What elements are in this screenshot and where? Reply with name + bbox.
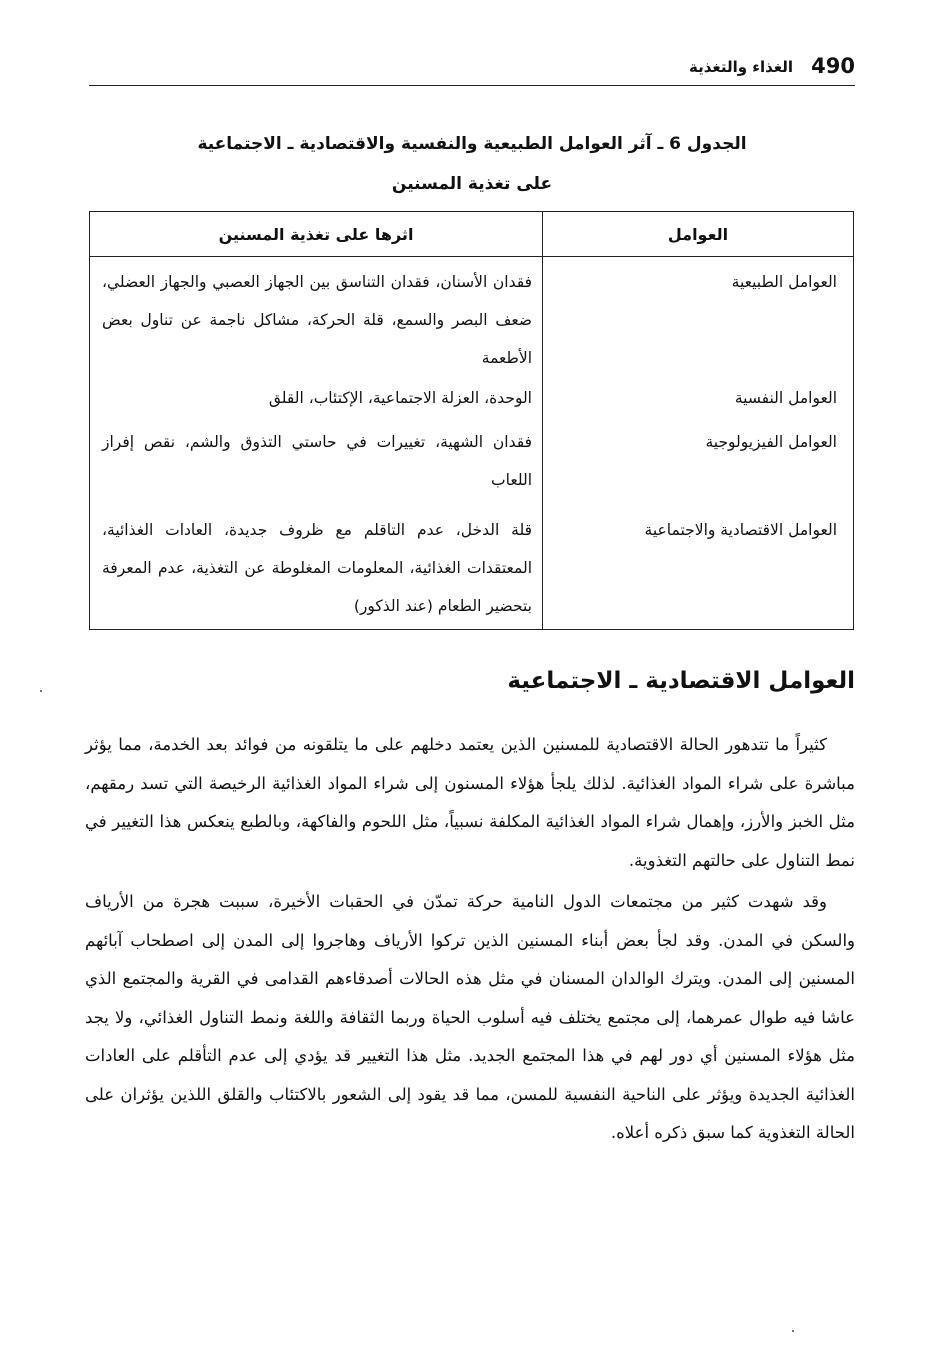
table-caption [89,124,855,204]
table-header-row [90,212,854,257]
effect-cell: الوحدة، العزلة الاجتماعية، الإكتئاب، القلق [268,389,532,407]
table-row [90,423,854,511]
effect-cell: فقدان الشهية، تغييرات في حاستي التذوق والشم، نقص إفراز اللعاب [102,433,532,489]
column-header-factors: العوامل [543,212,854,257]
factor-label: العوامل الاقتصادية والاجتماعية [644,521,837,539]
factor-cell [543,511,854,630]
factor-label: العوامل النفسية [734,389,837,407]
section-heading: العوامل الاقتصادية ـ الاجتماعية [507,668,855,694]
factor-cell [543,377,854,423]
scan-speck [792,1330,794,1332]
page-number: 490 [811,54,855,78]
effect-cell: قلة الدخل، عدم التاقلم مع ظروف جديدة، العادات الغذائية، المعتقدات الغذائية، المعلومات المغلوطة عن التغذية، عدم المعرفة بتحضير الطعام (عند الذكور) [102,521,532,615]
running-title: الغذاء والتغذية [688,58,793,76]
scan-speck [40,690,42,692]
factor-cell [543,423,854,511]
effect-cell: فقدان الأسنان، فقدان التناسق بين الجهاز العصبي والجهاز العضلي، ضعف البصر والسمع، قلة الحركة، مشاكل ناجمة عن تناول بعض الأطعمة [102,273,532,367]
factor-label: العوامل الطبيعية [731,273,837,291]
table-row [90,257,854,378]
body-text [85,726,855,1153]
factor-label: العوامل الفيزيولوجية [705,433,837,451]
table-caption-line-1: الجدول 6 ـ آثر العوامل الطبيعية والنفسية والاقتصادية ـ الاجتماعية [197,134,747,154]
table-row [90,377,854,423]
factors-table [89,211,854,630]
factor-cell [543,257,854,378]
column-header-effects: اثرها على تغذية المسنين [90,212,543,257]
table-row [90,511,854,630]
paragraph: وقد شهدت كثير من مجتمعات الدول النامية حركة تمدّن في الحقبات الأخيرة، سببت هجرة من الأرياف والسكن في المدن. وقد لجأ بعض أبناء المسنين الذين تركوا الأرياف وهاجروا إلى المدن إلى اصطحاب آبائهم المسنين إلى المدن. ويترك الوالدان المسنان في مثل هذه الحالات أصدقاءهم القدامى في القرية والمجتمع الذي عاشا فيه طوال عمرهما، إلى مجتمع يختلف فيه أسلوب الحياة وربما الثقافة واللغة ونمط التناول الغذائي، ولا يجد مثل هؤلاء المسنين أي دور لهم في هذا المجتمع الجديد. مثل هذا التغيير قد يؤدي إلى عدم التأقلم على العادات الغذائية الجديدة ويؤثر على الناحية النفسية للمسن، مما قد يقود إلى الشعور بالاكتئاب والقلق اللذين يؤثران على الحالة التغذوية كما سبق ذكره أعلاه. [85,892,855,1142]
paragraph: كثيراً ما تتدهور الحالة الاقتصادية للمسنين الذين يعتمد دخلهم على ما يتلقونه من فوائد بعد الخدمة، مما يؤثر مباشرة على شراء المواد الغذائية. لذلك يلجأ هؤلاء المسنون إلى شراء المواد الغذائية الرخيصة التي تسد رمقهم، مثل الخبز والأرز، وإهمال شراء المواد الغذائية المكلفة نسبياً، مثل اللحوم والفاكهة، وبالطبع ينعكس هذا التغيير في نمط التناول على حالتهم التغذوية. [85,735,855,870]
table-caption-line-2: على تغذية المسنين [391,174,553,194]
running-header [89,52,855,86]
